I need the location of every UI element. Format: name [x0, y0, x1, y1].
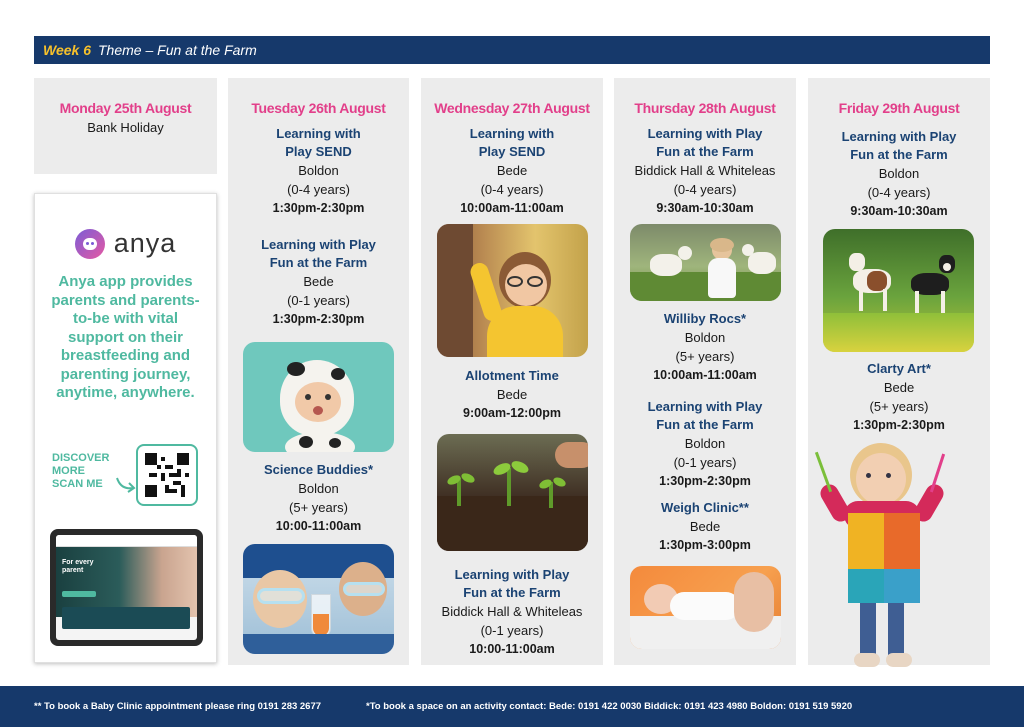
- girl-yellow-coat-photo: [437, 224, 588, 357]
- friday-activity-2-location: Bede: [883, 380, 915, 395]
- baby-clinic-note: ** To book a Baby Clinic appointment please ring 0191 283 2677: [34, 701, 322, 712]
- friday-activity-2-time: 1:30pm-2:30pm: [853, 418, 945, 432]
- friday-activity-1-title-2: Fun at the Farm: [850, 147, 948, 162]
- wednesday-activity-2-time: 9:00am-12:00pm: [463, 406, 561, 420]
- thursday-activity-4-time: 1:30pm-3:00pm: [659, 538, 751, 552]
- discover-label: DISCOVER: [52, 452, 110, 464]
- qr-code[interactable]: [136, 444, 198, 506]
- thursday-activity-4-location: Bede: [689, 519, 721, 534]
- anya-logo-text: anya: [113, 228, 177, 258]
- tablet-text-1: For every: [62, 559, 94, 566]
- thursday-activity-3-title-2: Fun at the Farm: [656, 417, 754, 432]
- thursday-activity-3-time: 1:30pm-2:30pm: [659, 474, 751, 488]
- tuesday-activity-3-time: 10:00-11:00am: [275, 519, 362, 533]
- thursday-activity-1-time: 9:30am-10:30am: [656, 201, 754, 215]
- thursday-activity-2-location: Boldon: [684, 330, 726, 345]
- friday-day-heading: Friday 29th August: [838, 100, 960, 116]
- monday-note: Bank Holiday: [87, 120, 164, 135]
- week-label: Week 6: [43, 42, 91, 58]
- tuesday-day-heading: Tuesday 26th August: [251, 100, 386, 116]
- tablet-image: [50, 529, 203, 646]
- tuesday-activity-3-age: (5+ years): [289, 500, 348, 515]
- wednesday-activity-3-title: Learning with Play: [454, 567, 570, 582]
- anya-logo-icon: [75, 229, 105, 259]
- wednesday-activity-1-age: (0-4 years): [480, 182, 544, 197]
- thursday-activity-1-location: Biddick Hall & Whiteleas: [634, 163, 776, 178]
- tuesday-activity-2-age: (0-1 years): [287, 293, 350, 308]
- thursday-day-heading: Thursday 28th August: [634, 100, 776, 116]
- thursday-activity-3-location: Boldon: [684, 436, 726, 451]
- tuesday-activity-1-location: Boldon: [298, 163, 339, 178]
- tablet-text-2: parent: [62, 567, 84, 574]
- thursday-activity-3-age: (0-1 years): [673, 455, 737, 470]
- footer-bar: [0, 686, 1024, 727]
- girl-painting-photo: [826, 443, 948, 678]
- wednesday-activity-2-location: Bede: [496, 387, 528, 402]
- tuesday-activity-2-title-2: Fun at the Farm: [269, 255, 368, 270]
- newborn-baby-photo: [630, 566, 781, 649]
- wednesday-activity-1-time: 10:00am-11:00am: [460, 201, 564, 215]
- scan-me-label: SCAN ME: [52, 478, 103, 490]
- thursday-activity-3-title: Learning with Play: [647, 399, 763, 414]
- friday-activity-1-age: (0-4 years): [867, 185, 931, 200]
- friday-activity-2-age: (5+ years): [869, 399, 929, 414]
- wednesday-activity-1-location: Bede: [496, 163, 528, 178]
- thursday-activity-2-title: Williby Rocs*: [663, 311, 747, 326]
- wednesday-activity-3-title-2: Fun at the Farm: [463, 585, 561, 600]
- tuesday-activity-1-title: Learning with: [276, 126, 361, 141]
- wednesday-column: [421, 78, 603, 665]
- tuesday-activity-1-title-2: Play SEND: [285, 144, 352, 159]
- wednesday-activity-3-time: 10:00-11:00am: [469, 642, 555, 656]
- monday-column: [34, 78, 217, 174]
- wednesday-day-heading: Wednesday 27th August: [434, 100, 590, 116]
- tuesday-activity-3-location: Boldon: [298, 481, 339, 496]
- thursday-activity-2-time: 10:00am-11:00am: [653, 368, 757, 382]
- friday-activity-2-title: Clarty Art*: [867, 361, 931, 376]
- wednesday-activity-3-location: Biddick Hall & Whiteleas: [441, 604, 583, 619]
- friday-activity-1-time: 9:30am-10:30am: [850, 204, 948, 218]
- thursday-activity-1-title-2: Fun at the Farm: [656, 144, 754, 159]
- science-kids-photo: [243, 544, 394, 654]
- thursday-activity-2-age: (5+ years): [675, 349, 735, 364]
- thursday-activity-1-age: (0-4 years): [673, 182, 737, 197]
- booking-contacts: *To book a space on an activity contact: Bede: 0191 422 0030 Biddick: 0191 423 4980 Boldon: 0191 519 5920: [366, 701, 853, 712]
- tuesday-activity-1-time: 1:30pm-2:30pm: [272, 201, 365, 215]
- wednesday-activity-1-title-2: Play SEND: [478, 144, 546, 159]
- friday-activity-1-location: Boldon: [878, 166, 920, 181]
- qr-code-icon: [145, 453, 189, 497]
- thursday-activity-1-title: Learning with Play: [647, 126, 763, 141]
- baby-goats-photo: [823, 229, 974, 352]
- wednesday-activity-2-title: Allotment Time: [465, 368, 559, 383]
- tuesday-activity-2-title: Learning with Play: [261, 237, 376, 252]
- wednesday-activity-3-age: (0-1 years): [480, 623, 544, 638]
- week-header: [34, 36, 990, 64]
- tuesday-activity-3-title: Science Buddies*: [263, 462, 374, 477]
- tuesday-activity-2-location: Bede: [303, 274, 334, 289]
- girl-with-goats-photo: [630, 224, 781, 301]
- anya-description: Anya app provides parents and parents-to-be with vital support on their breastfeeding and parenting journey, anytime, anywhere.: [51, 273, 200, 401]
- monday-day-heading: Monday 25th August: [59, 100, 192, 116]
- theme-label: Theme – Fun at the Farm: [98, 42, 257, 58]
- baby-cow-costume-photo: [243, 342, 394, 452]
- seedlings-photo: [437, 434, 588, 551]
- more-label: MORE: [52, 465, 85, 477]
- tuesday-activity-1-age: (0-4 years): [287, 182, 350, 197]
- tuesday-activity-2-time: 1:30pm-2:30pm: [272, 312, 365, 326]
- thursday-activity-4-title: Weigh Clinic**: [661, 500, 749, 515]
- wednesday-activity-1-title: Learning with: [469, 126, 555, 141]
- friday-activity-1-title: Learning with Play: [841, 129, 957, 144]
- anya-promo: [34, 193, 217, 663]
